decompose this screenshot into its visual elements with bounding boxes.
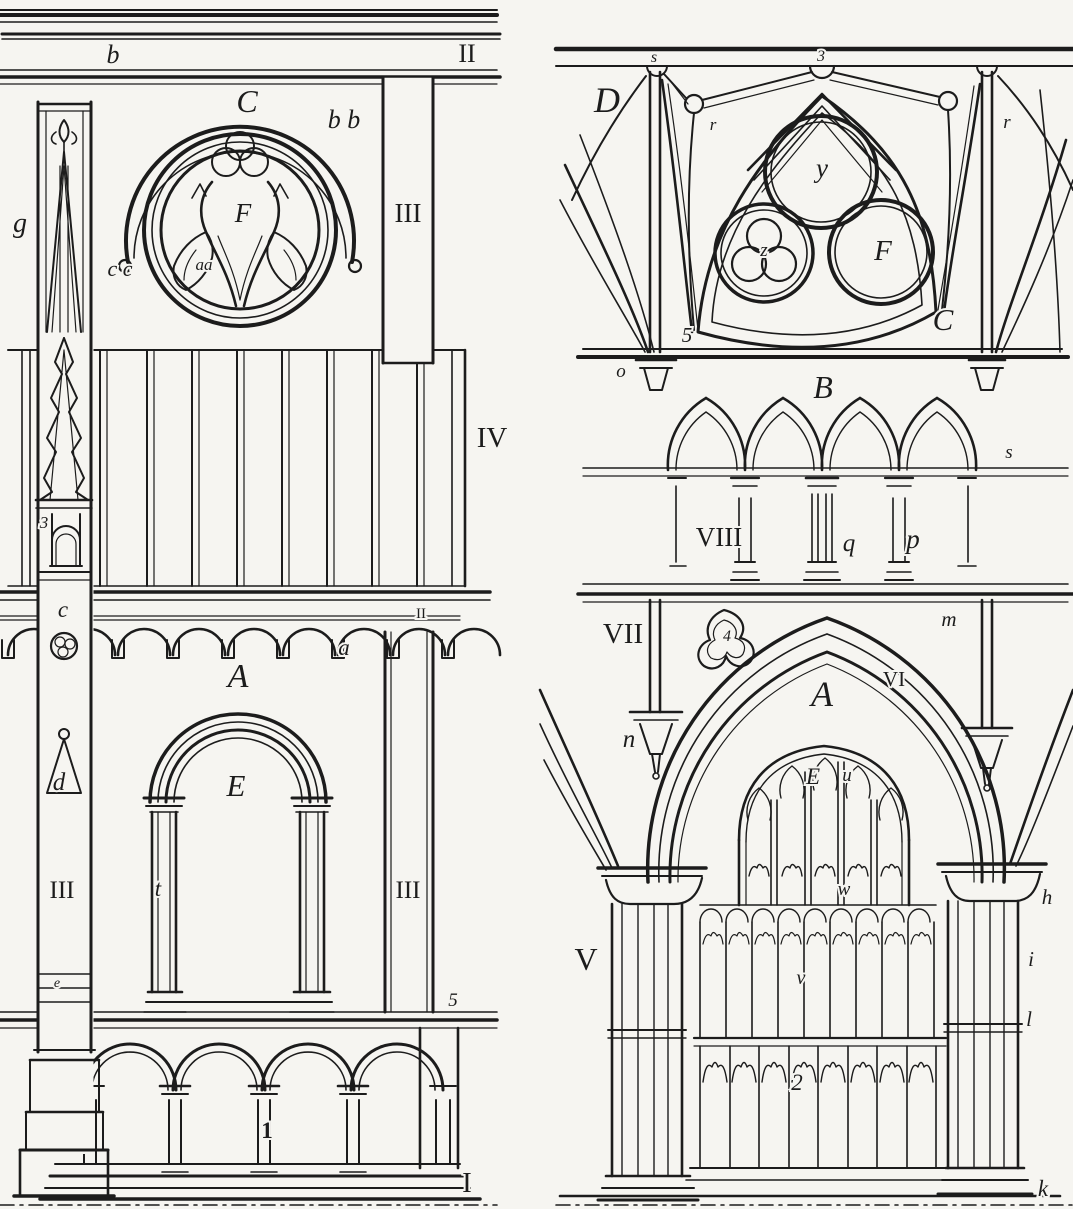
label-iii-pilaster: III: [394, 198, 422, 228]
label-s-ridge-left: s: [650, 49, 658, 66]
label-i-story: I: [462, 1167, 472, 1199]
vault-ridge: [556, 49, 1073, 78]
label-vii-shaft: VII: [602, 618, 644, 650]
label-y-circle: y: [816, 153, 828, 183]
label-5-string: 5: [448, 990, 458, 1011]
label-iii-pier: III: [49, 877, 75, 904]
label-e-window: E: [226, 768, 246, 803]
label-k-base: k: [1037, 1176, 1049, 1201]
pilaster-iii-lower: [385, 632, 433, 1012]
label-p-colonnette: p: [906, 524, 920, 554]
label-1-arcade: 1: [261, 1118, 273, 1143]
label-viii-triforium: VIII: [695, 522, 743, 552]
label-iv-story: IV: [476, 422, 508, 454]
label-h-capital: h: [1041, 885, 1053, 909]
great-arch-a: [648, 618, 1005, 882]
label-c-hoodmould: C: [236, 83, 258, 119]
label-c-spandrel: C: [932, 302, 954, 337]
label-s-string-right: s: [1005, 442, 1013, 463]
label-g-buttress: g: [13, 208, 27, 239]
window-e-round-arch: [144, 714, 334, 1012]
label-r-boss-left: r: [709, 115, 717, 134]
label-i-shaft: i: [1028, 947, 1034, 971]
piers: [598, 901, 1032, 1200]
label-f-rose: F: [234, 198, 252, 228]
vault-ribs: [560, 72, 1073, 352]
label-w-screen: w: [837, 879, 851, 900]
label-d-ornament: d: [52, 769, 66, 796]
label-z-trefoil: z: [760, 240, 768, 261]
label-f-circle: F: [874, 235, 892, 267]
label-a-corbel: a: [338, 635, 350, 660]
label-d-vault: D: [594, 80, 620, 120]
label-iii-wall: III: [395, 877, 421, 904]
label-v-panel: v: [796, 967, 806, 989]
label-c-shaft: c: [57, 597, 69, 622]
label-2-panel: 2: [791, 1070, 803, 1095]
label-v-story: V: [574, 941, 598, 977]
label-o-capital: o: [616, 361, 626, 382]
label-b-cornice: b: [106, 40, 120, 69]
label-q-colonnette: q: [842, 530, 856, 557]
label-aa-tracery: aa: [195, 255, 213, 274]
label-a-bay: A: [227, 658, 249, 695]
screen-e: [739, 746, 909, 905]
left-top-cornice: [0, 10, 500, 84]
label-4-knot: 4: [723, 628, 731, 645]
label-l-band: l: [1026, 1007, 1032, 1031]
label-m-shaft: m: [941, 607, 957, 631]
label-r-rib-right: r: [1003, 112, 1011, 133]
label-e-base: e: [53, 976, 61, 991]
label-t-jamb: t: [154, 876, 162, 901]
label-cc-hood-end: c c: [107, 256, 133, 281]
label-bb-arch: b b: [327, 105, 361, 134]
buttress-pinnacle: [14, 100, 114, 1196]
triforium-arcade: [578, 398, 1073, 602]
spandrel-circles: [698, 96, 936, 347]
label-b-triforium: B: [813, 369, 833, 405]
label-3-ridge: 3: [817, 48, 825, 65]
label-5-spandrel: 5: [681, 323, 693, 347]
label-ii-cornice: II: [458, 39, 476, 68]
label-3-niche: 3: [39, 513, 49, 532]
pier-capitals: [598, 864, 1046, 904]
label-vi-arch: VI: [882, 667, 906, 691]
label-u-screen: u: [842, 765, 852, 786]
wall-panelling: [694, 905, 946, 1168]
label-e-screen: E: [805, 764, 821, 789]
label-ii-string: II: [416, 606, 426, 622]
label-n-pendant: n: [622, 726, 636, 753]
label-a-arch: A: [811, 674, 833, 714]
